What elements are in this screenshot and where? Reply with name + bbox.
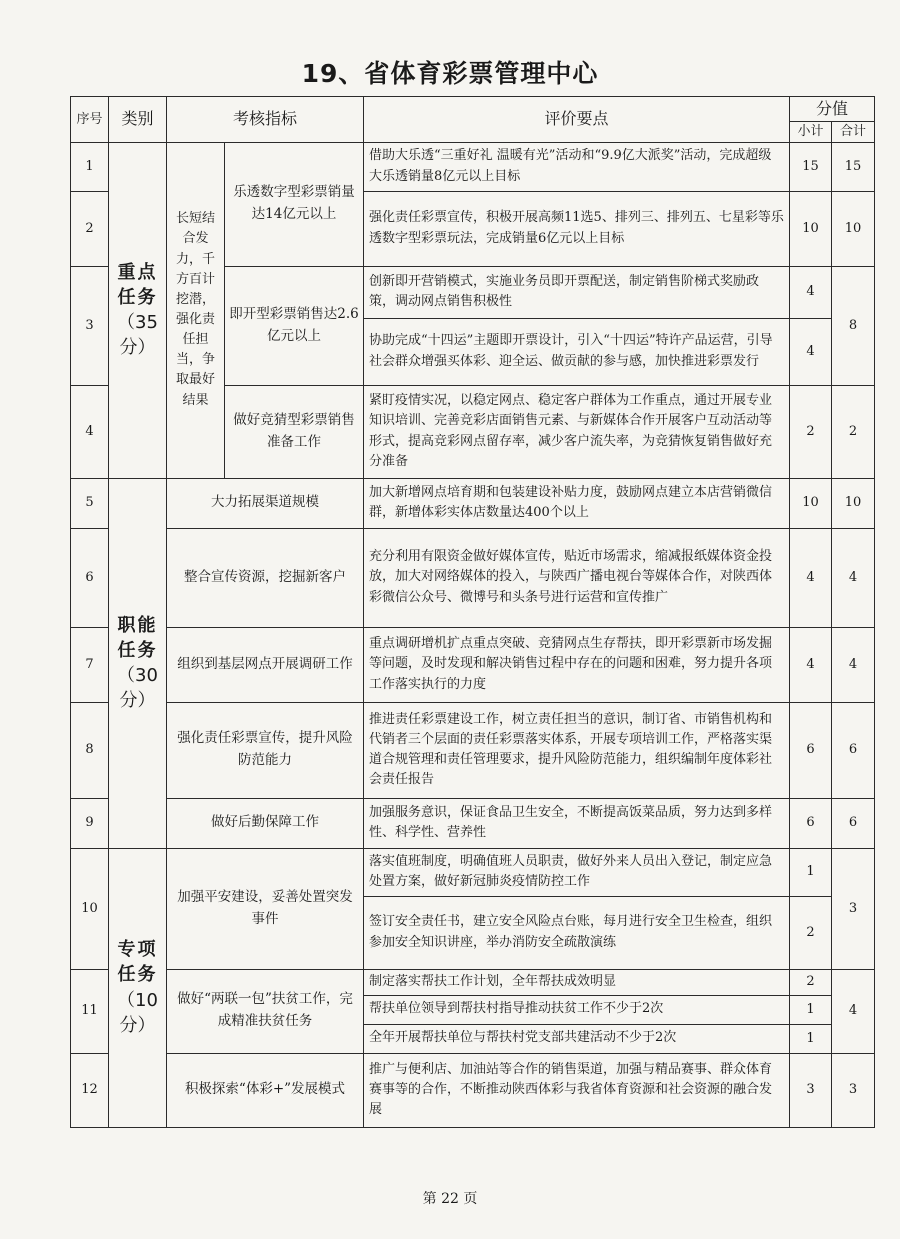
indicator-cell: 做好后勤保障工作 [167, 798, 364, 848]
indicator-cell: 做好“两联一包”扶贫工作，完成精准扶贫任务 [167, 969, 364, 1053]
table-row [71, 1053, 875, 1127]
subtotal-cell: 2 [790, 385, 832, 478]
requirement-cell: 强化责任彩票宣传，积极开展高频11选5、排列三、排列五、七星彩等乐透数字型彩票玩法，完成销量6亿元以上目标 [364, 191, 790, 266]
subtotal-cell: 2 [790, 896, 832, 969]
indicator-cell: 做好竞猜型彩票销售准备工作 [225, 385, 364, 478]
table-row [71, 702, 875, 798]
table-row [71, 798, 875, 848]
indicator-cell: 加强平安建设，妥善处置突发事件 [167, 848, 364, 969]
header-requirement: 评价要点 [364, 97, 790, 143]
subtotal-cell: 15 [790, 142, 832, 191]
subtotal-cell: 4 [790, 627, 832, 702]
subtotal-cell: 6 [790, 702, 832, 798]
table-row [71, 969, 875, 995]
requirement-cell: 制定落实帮扶工作计划，全年帮扶成效明显 [364, 969, 790, 995]
header-score: 分值 [790, 97, 875, 122]
seq-cell: 10 [71, 848, 109, 969]
group-label: 长短结合发力，千方百计挖潜，强化责任担当，争取最好结果 [167, 142, 225, 478]
seq-cell: 11 [71, 969, 109, 1053]
total-cell: 10 [832, 191, 875, 266]
total-cell: 10 [832, 478, 875, 528]
category-label: 专项任务 [117, 939, 158, 986]
total-cell: 4 [832, 969, 875, 1053]
subtotal-cell: 10 [790, 478, 832, 528]
category-points: （10分） [117, 989, 158, 1036]
subtotal-cell: 1 [790, 848, 832, 896]
indicator-cell: 整合宣传资源，挖掘新客户 [167, 528, 364, 627]
assessment-table [70, 96, 875, 1128]
seq-cell: 5 [71, 478, 109, 528]
requirement-cell: 全年开展帮扶单位与帮扶村党支部共建活动不少于2次 [364, 1024, 790, 1053]
indicator-cell: 大力拓展渠道规模 [167, 478, 364, 528]
total-cell: 6 [832, 702, 875, 798]
requirement-cell: 充分利用有限资金做好媒体宣传，贴近市场需求，缩减报纸媒体资金投放，加大对网络媒体的投入，与陕西广播电视台等媒体合作，对陕西体彩微信公众号、微博号和头条号进行运营和宣传推广 [364, 528, 790, 627]
seq-cell: 9 [71, 798, 109, 848]
seq-cell: 2 [71, 191, 109, 266]
total-cell: 4 [832, 627, 875, 702]
subtotal-cell: 10 [790, 191, 832, 266]
requirement-cell: 借助大乐透“三重好礼 温暖有光”活动和“9.9亿大派奖”活动，完成超级大乐透销量8亿元以上目标 [364, 142, 790, 191]
seq-cell: 4 [71, 385, 109, 478]
indicator-cell: 乐透数字型彩票销量达14亿元以上 [225, 142, 364, 266]
seq-cell: 6 [71, 528, 109, 627]
header-category: 类别 [109, 97, 167, 143]
header-subtotal: 小计 [790, 122, 832, 143]
total-cell: 4 [832, 528, 875, 627]
header-seq: 序号 [71, 97, 109, 143]
seq-cell: 3 [71, 266, 109, 385]
requirement-cell: 创新即开营销模式，实施业务员即开票配送，制定销售阶梯式奖励政策，调动网点销售积极性 [364, 266, 790, 318]
requirement-cell: 推广与便利店、加油站等合作的销售渠道，加强与精品赛事、群众体育赛事等的合作，不断推动陕西体彩与我省体育资源和社会资源的融合发展 [364, 1053, 790, 1127]
category-func [109, 478, 167, 848]
header-indicator: 考核指标 [167, 97, 364, 143]
header-row [71, 97, 875, 122]
seq-cell: 1 [71, 142, 109, 191]
total-cell: 2 [832, 385, 875, 478]
subtotal-cell: 4 [790, 266, 832, 318]
category-label: 重点任务 [117, 261, 158, 308]
page-title: 19、省体育彩票管理中心 [301, 59, 599, 88]
subtotal-cell: 1 [790, 1024, 832, 1053]
table-row [71, 528, 875, 627]
page-number: 第 22 页 [422, 1191, 478, 1207]
subtotal-cell: 2 [790, 969, 832, 995]
table-row [71, 142, 875, 191]
category-label: 职能任务 [117, 614, 158, 661]
requirement-cell: 紧盯疫情实况，以稳定网点、稳定客户群体为工作重点，通过开展专业知识培训、完善竞彩店面销售元素、与新媒体合作开展客户互动活动等形式，提高竞彩网点留存率，减少客户流失率，为竞猜恢复销售做好充分准备 [364, 385, 790, 478]
category-key [109, 142, 167, 478]
subtotal-cell: 6 [790, 798, 832, 848]
header-total: 合计 [832, 122, 875, 143]
seq-cell: 8 [71, 702, 109, 798]
requirement-cell: 协助完成“十四运”主题即开票设计，引入“十四运”特许产品运营，引导社会群众增强买体彩、迎全运、做贡献的参与感，加快推进彩票发行 [364, 318, 790, 385]
subtotal-cell: 1 [790, 995, 832, 1024]
indicator-cell: 组织到基层网点开展调研工作 [167, 627, 364, 702]
table-row [71, 478, 875, 528]
requirement-cell: 推进责任彩票建设工作，树立责任担当的意识，制订省、市销售机构和代销者三个层面的责任彩票落实体系，开展专项培训工作，严格落实渠道合规管理和责任管理要求，提升风险防范能力，组织编制年度体彩社会责任报告 [364, 702, 790, 798]
requirement-cell: 签订安全责任书，建立安全风险点台账，每月进行安全卫生检查，组织参加安全知识讲座，举办消防安全疏散演练 [364, 896, 790, 969]
requirement-cell: 重点调研增机扩点重点突破、竞猜网点生存帮扶，即开彩票新市场发掘等问题，及时发现和解决销售过程中存在的问题和困难，努力提升各项工作落实执行的力度 [364, 627, 790, 702]
category-points: （35分） [117, 312, 158, 359]
total-cell: 15 [832, 142, 875, 191]
requirement-cell: 帮扶单位领导到帮扶村指导推动扶贫工作不少于2次 [364, 995, 790, 1024]
indicator-cell: 强化责任彩票宣传，提升风险防范能力 [167, 702, 364, 798]
subtotal-cell: 3 [790, 1053, 832, 1127]
indicator-cell: 积极探索“体彩+”发展模式 [167, 1053, 364, 1127]
table-row [71, 627, 875, 702]
table-row [71, 848, 875, 896]
total-cell: 3 [832, 1053, 875, 1127]
seq-cell: 7 [71, 627, 109, 702]
total-cell: 8 [832, 266, 875, 385]
category-special [109, 848, 167, 1127]
requirement-cell: 落实值班制度，明确值班人员职责，做好外来人员出入登记，制定应急处置方案，做好新冠肺炎疫情防控工作 [364, 848, 790, 896]
total-cell: 6 [832, 798, 875, 848]
subtotal-cell: 4 [790, 318, 832, 385]
subtotal-cell: 4 [790, 528, 832, 627]
requirement-cell: 加强服务意识，保证食品卫生安全，不断提高饭菜品质，努力达到多样性、科学性、营养性 [364, 798, 790, 848]
category-points: （30分） [117, 665, 158, 712]
seq-cell: 12 [71, 1053, 109, 1127]
requirement-cell: 加大新增网点培育期和包装建设补贴力度，鼓励网点建立本店营销微信群，新增体彩实体店数量达400个以上 [364, 478, 790, 528]
indicator-cell: 即开型彩票销售达2.6亿元以上 [225, 266, 364, 385]
total-cell: 3 [832, 848, 875, 969]
